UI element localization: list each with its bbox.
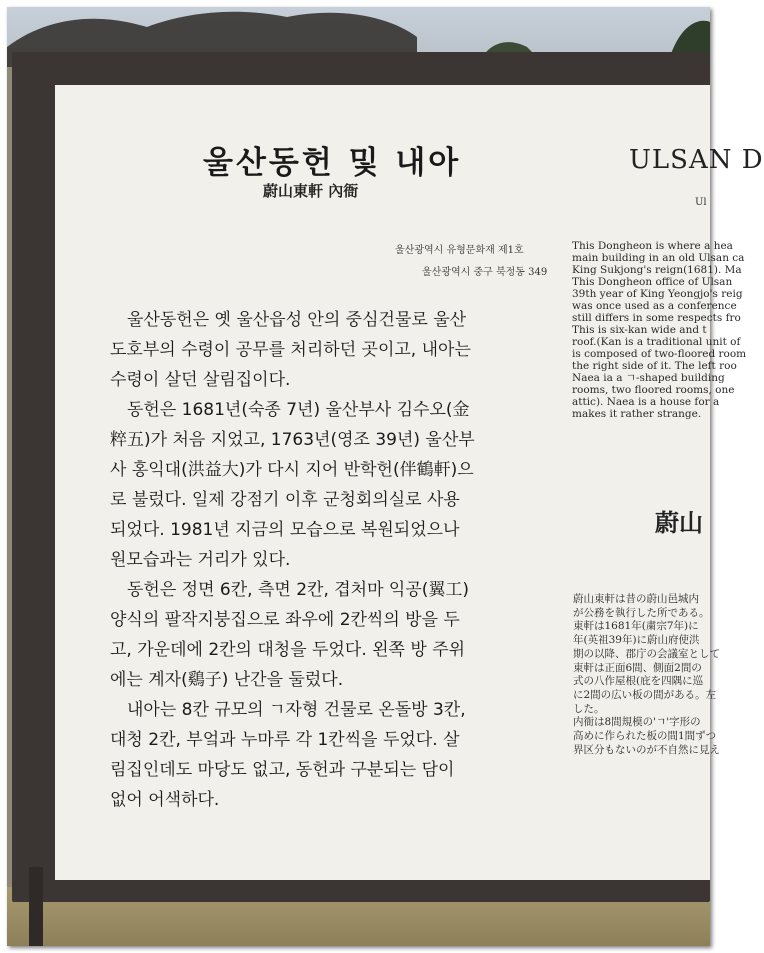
japanese-line: が公務を執行した所である。 [573, 606, 710, 619]
korean-line: 에는 계자(鷄子) 난간을 둘렀다. [110, 670, 344, 690]
korean-line: 림집인데도 마당도 없고, 동헌과 구분되는 담이 [110, 760, 455, 780]
english-line: main building in an old Ulsan ca [572, 252, 745, 264]
registry-line: 울산광역시 유형문화재 제1호 [395, 245, 524, 256]
japanese-line: 期の以降、郡庁の会議室として [573, 647, 720, 660]
sign-post [29, 867, 43, 946]
korean-line: 사 홍익대(洪益大)가 다시 지어 반학헌(伴鶴軒)으 [110, 460, 474, 480]
korean-line: 로 불렀다. 일제 강점기 이후 군청회의실로 사용 [110, 490, 460, 510]
korean-line: 울산동헌은 옛 울산읍성 안의 중심건물로 울산 [127, 310, 467, 330]
korean-line: 粹五)가 처음 지었고, 1763년(영조 39년) 울산부 [110, 430, 475, 450]
english-line: roof.(Kan is a traditional unit of [572, 336, 741, 348]
english-line: 39th year of King Yeongjo's reig [572, 288, 743, 300]
english-line: King Sukjong's reign(1681). Ma [572, 264, 742, 276]
english-line: This Dongheon is where a hea [572, 240, 733, 252]
photo [7, 7, 764, 946]
korean-line: 양식의 팔작지붕집으로 좌우에 2칸씩의 방을 두 [110, 610, 460, 630]
japanese-line: 東軒は1681年(粛宗7年)に [573, 620, 699, 633]
korean-line: 없어 어색하다. [110, 790, 220, 810]
japanese-body [573, 593, 720, 757]
english-line: still differs in some respects fro [572, 312, 741, 324]
english-subtitle: Ul [695, 197, 707, 208]
address-line: 울산광역시 중구 북정동 349 [422, 267, 548, 278]
english-line: makes it rather strange. [572, 408, 702, 420]
english-line: This Dongheon office of Ulsan [572, 276, 733, 288]
korean-subtitle: 蔚山東軒 內衙 [263, 182, 359, 200]
english-line: rooms, two floored rooms, one [572, 384, 735, 396]
korean-line: 동헌은 1681년(숙종 7년) 울산부사 김수오(金 [127, 400, 470, 420]
japanese-line: 蔚山東軒は昔の蔚山邑城内 [573, 593, 699, 605]
korean-line: 수령이 살던 살림집이다. [110, 370, 291, 390]
korean-line: 대청 2칸, 부엌과 누마루 각 1칸씩을 두었다. 살 [110, 730, 460, 750]
japanese-line: 界区分もないのが不自然に見え [573, 743, 720, 756]
korean-line: 원모습과는 거리가 있다. [110, 550, 291, 570]
english-body [572, 240, 746, 420]
korean-line: 고, 가운데에 2칸의 대청을 두었다. 왼쪽 방 주위 [110, 640, 466, 660]
japanese-line: 東軒は正面6間、側面2間の [573, 661, 702, 674]
english-line: the right side of it. The left roo [572, 360, 737, 372]
korean-line: 동헌은 정면 6칸, 측면 2칸, 겹처마 익공(翼工) [127, 580, 470, 600]
japanese-line: した。 [573, 702, 605, 715]
korean-body [110, 305, 550, 815]
korean-line: 되었다. 1981년 지금의 모습으로 복원되었으나 [110, 520, 460, 540]
english-line: is composed of two-floored room [572, 348, 747, 360]
japanese-line: に2間の広い板の間がある。左 [573, 688, 717, 701]
english-line: Naea ia a ㄱ-shaped building [572, 372, 725, 384]
sign-board [55, 85, 764, 880]
english-line: attic). Naea is a house for a [572, 396, 720, 408]
japanese-line: 内衙は8間規模の'ㄱ'字形の [573, 716, 701, 729]
korean-title: 울산동헌 및 내아 [203, 145, 462, 181]
japanese-title: 蔚山 [655, 508, 703, 537]
english-title: ULSAN D [629, 145, 764, 175]
english-line: This is six-kan wide and t [572, 324, 707, 336]
korean-line: 내아는 8칸 규모의 ㄱ자형 건물로 온돌방 3칸, [127, 700, 466, 720]
english-line: was once used as a conference [572, 300, 737, 312]
japanese-line: 高めに作られた板の間1間ずつ [573, 730, 717, 743]
japanese-line: 年(英祖39年)に蔚山府使洪 [573, 634, 700, 647]
japanese-line: 式の八作屋根(庇を四隅に巡 [573, 675, 704, 688]
korean-line: 도호부의 수령이 공무를 처리하던 곳이고, 내아는 [110, 340, 471, 360]
